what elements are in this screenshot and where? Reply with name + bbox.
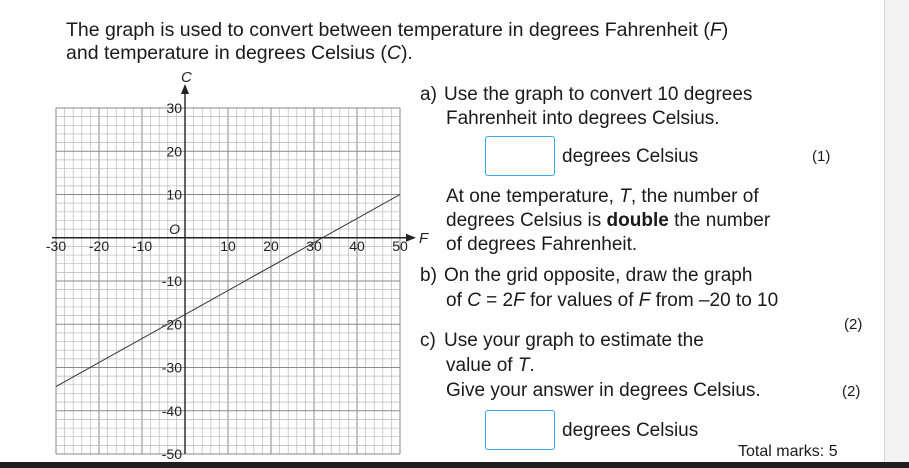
x-axis-label: F <box>419 229 429 247</box>
info-line1: At one temperature, T, the number of <box>446 186 759 207</box>
question-c-line1: Use your graph to estimate the <box>444 330 704 351</box>
question-c-line2: value of T. <box>446 355 535 376</box>
x-tick-label: -20 <box>88 237 110 254</box>
question-c-marks: (2) <box>842 383 861 400</box>
x-tick-label: 20 <box>263 237 279 254</box>
x-tick-label: 40 <box>349 237 365 254</box>
total-marks: Total marks: 5 <box>738 443 838 460</box>
info-line2: degrees Celsius is double the number <box>446 210 771 231</box>
question-b-label: b) <box>420 265 437 286</box>
x-tick-label: 30 <box>306 237 322 254</box>
origin-label: O <box>169 220 180 237</box>
answer-c-unit: degrees Celsius <box>562 420 699 441</box>
y-tick-label: -10 <box>161 273 182 289</box>
question-b <box>420 265 752 286</box>
x-tick-label: -10 <box>131 237 153 254</box>
x-tick-label: 10 <box>220 237 236 254</box>
answer-a-box[interactable] <box>485 136 555 176</box>
question-c-line3: Give your answer in degrees Celsius. <box>446 380 761 401</box>
intro-text: The graph is used to convert between temperature in degrees Fahrenheit (F) and temperature in degrees Celsius (C). <box>66 19 729 64</box>
scroll-rail[interactable] <box>884 0 909 468</box>
y-tick-label: -30 <box>161 359 182 376</box>
question-a-label: a) <box>420 84 437 105</box>
question-c <box>420 330 704 351</box>
y-tick-label: -40 <box>161 402 182 419</box>
question-b-line2: of C = 2F for values of F from –20 to 10 <box>446 290 779 311</box>
question-a-line1: Use the graph to convert 10 degrees <box>444 84 753 105</box>
info-line3: of degrees Fahrenheit. <box>446 234 638 255</box>
conversion-graph <box>0 0 430 468</box>
answer-c-box[interactable] <box>485 410 555 450</box>
y-axis-label: C <box>181 69 192 86</box>
question-b-marks: (2) <box>844 316 863 333</box>
y-tick-label: -50 <box>161 446 182 462</box>
x-tick-label: -30 <box>45 237 67 254</box>
question-a <box>420 84 752 105</box>
y-tick-label: -20 <box>161 316 182 333</box>
question-a-line2: Fahrenheit into degrees Celsius. <box>446 108 720 129</box>
y-tick-label: 20 <box>166 143 182 160</box>
answer-a-unit: degrees Celsius <box>562 146 699 167</box>
question-a-marks: (1) <box>812 148 831 165</box>
question-c-label: c) <box>420 330 436 351</box>
y-tick-label: 30 <box>166 100 182 116</box>
y-tick-label: 10 <box>166 186 182 203</box>
question-b-line1: On the grid opposite, draw the graph <box>444 265 753 286</box>
x-tick-label: 50 <box>392 237 408 254</box>
